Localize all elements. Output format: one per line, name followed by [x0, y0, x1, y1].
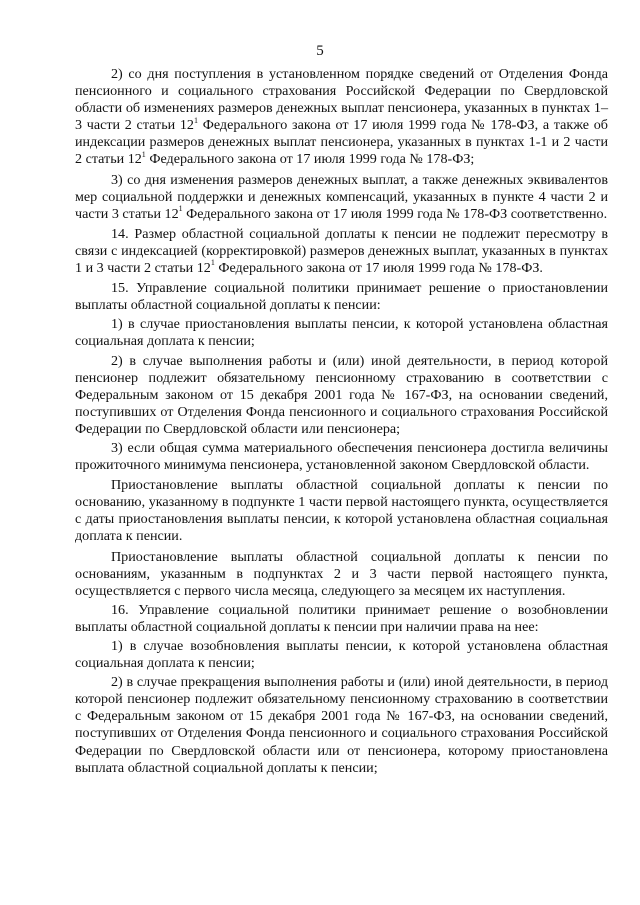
paragraph-13-2 [75, 66, 608, 169]
superscript: 1 [193, 115, 198, 125]
paragraph-text: Федерального закона от 17 июля 1999 года № 178-ФЗ, а также об индексации размеров денежных выплат пенсионера, указанных в пунктах 1-1 и 2 части 2 статьи 12 [75, 117, 608, 168]
paragraph-16: 16. Управление социальной политики принимает решение о возобновлении выплаты областной социальной доплаты к пенсии при наличии права на нее: [75, 601, 608, 635]
paragraph-text: Федерального закона от 17 июля 1999 года № 178-ФЗ; [145, 151, 475, 168]
superscript: 1 [178, 204, 183, 214]
paragraph-14 [75, 226, 608, 277]
superscript: 1 [210, 258, 215, 268]
paragraph-text: 3) со дня изменения размеров денежных выплат, а также денежных эквивалентов мер социальной поддержки и денежных компенсаций, указанных в пункте 4 части 2 и части 3 статьи 12 [75, 171, 608, 222]
paragraph-15-1: 1) в случае приостановления выплаты пенсии, к которой установлена областная социальная доплата к пенсии; [75, 316, 608, 350]
document-body [75, 66, 608, 777]
paragraph-15-2: 2) в случае выполнения работы и (или) иной деятельности, в период которой пенсионер подлежит обязательному пенсионному страхованию в соответствии с Федеральным законом от 15 декабря 2001 года № 167-ФЗ, на основании сведений, поступивших от Отделения Фонда пенсионного и социального страхования Российской Федерации по Свердловской области или пенсионера; [75, 352, 608, 437]
paragraph-text: 2) со дня поступления в установленном порядке сведений от Отделения Фонда пенсионного и социального страхования Российской Федерации по Свердловской области об изменениях размеров денежных выплат пенсионера, указанных в пунктах 1–3 части 2 статьи 12 [75, 66, 608, 134]
paragraph-15-3: 3) если общая сумма материального обеспечения пенсионера достигла величины прожиточного минимума пенсионера, установленной законом Свердловской области. [75, 439, 608, 474]
page-number: 5 [316, 43, 324, 59]
paragraph-text: 14. Размер областной социальной доплаты к пенсии не подлежит пересмотру в связи с индексацией (корректировкой) размеров денежных выплат, указанных в пунктах 1 и 3 части 2 статьи 12 [75, 225, 608, 277]
paragraph-16-2: 2) в случае прекращения выполнения работы и (или) иной деятельности, в период которой пенсионер подлежит обязательному пенсионному страхованию в соответствии с Федеральным законом от 15 декабря 2001 года № 167-ФЗ, на основании сведений, поступивших от Отделения Фонда пенсионного и социального страхования Российской Федерации по Свердловской области или от пенсионера, которому приостановлена выплата областной социальной доплаты к пенсии; [75, 674, 608, 776]
superscript: 1 [141, 149, 146, 159]
paragraph-text: Федерального закона от 17 июля 1999 года № 178-ФЗ. [214, 260, 543, 277]
paragraph-15-part-2: Приостановление выплаты областной социальной доплаты к пенсии по основанию, указанному в подпункте 1 части первой настоящего пункта, осуществляется с даты приостановления выплаты пенсии, к которой установлена областная социальная доплата к пенсии. [75, 477, 608, 545]
paragraph-16-1: 1) в случае возобновления выплаты пенсии, к которой установлена областная социальная доплата к пенсии; [75, 638, 608, 672]
paragraph-15: 15. Управление социальной политики принимает решение о приостановлении выплаты областной социальной доплаты к пенсии: [75, 280, 608, 314]
paragraph-15-part-3: Приостановление выплаты областной социальной доплаты к пенсии по основаниям, указанным в подпунктах 2 и 3 части первой настоящего пункта, осуществляется с первого числа месяца, следующего за месяцем их наступления. [75, 548, 608, 599]
paragraph-13-3 [75, 172, 608, 223]
paragraph-text: Федерального закона от 17 июля 1999 года № 178-ФЗ соответственно. [182, 205, 608, 222]
